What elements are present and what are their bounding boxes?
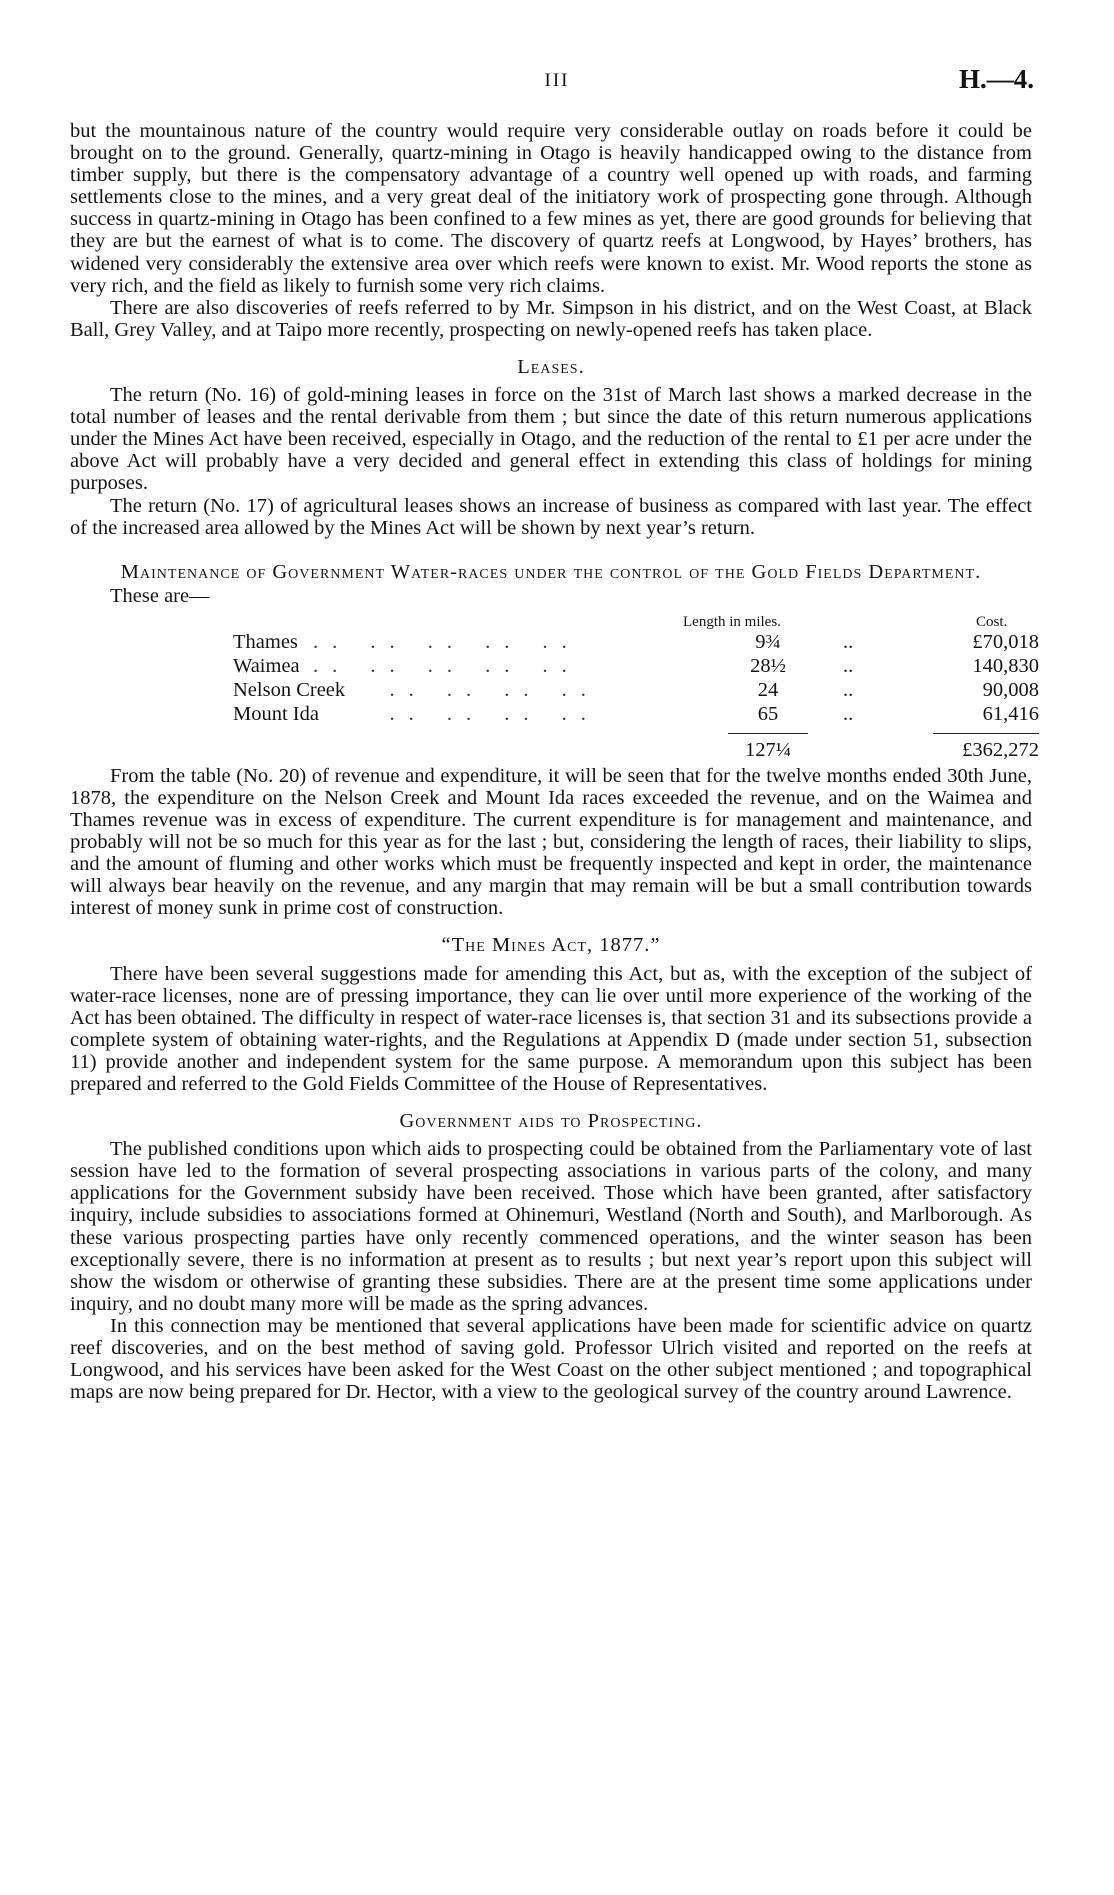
race-cost: 90,008: [982, 678, 1039, 701]
total-cost: £362,272: [962, 738, 1039, 761]
total-length: 127¼: [744, 738, 792, 761]
page-header: [0, 64, 1114, 98]
heading-leases: Leases.: [517, 355, 585, 378]
heading-water-races: Maintenance of Government Water-races under the control of the Gold Fields Department.: [120, 560, 982, 583]
race-name: Waimea: [233, 654, 300, 677]
paragraph-prospecting-associations: The published conditions upon which aids to prospecting could be obtained from the Parliamentary vote of last session have led to the formation of several prospecting associations in various parts of the colony, and many applications for the Government subsidy have been received. Those which have been granted, after satisfactory inquiry, include subsidies to associations formed at Ohinemuri, Westland (North and South), and Marlborough. As these various prospecting parties have only recently commenced operations, and the winter season has been exceptionally severe, there is no information at present as to results ; but next year’s report upon this subject will show the wisdom or otherwise of granting these subsidies. There are at the present time some applications under inquiry, and no doubt many more will be made as the spring advances.: [70, 1138, 1032, 1315]
race-length: 9¾: [755, 630, 781, 653]
table-header: [163, 611, 1033, 631]
column-header-length: Length in miles.: [683, 613, 781, 630]
page-number: III: [544, 70, 570, 91]
race-name: Mount Ida: [233, 702, 319, 725]
water-races-table: [163, 611, 1039, 765]
length-total-rule: [728, 733, 808, 734]
table-row: Mount Ida .. .. .. .. 65 .. 61,416: [233, 702, 1039, 725]
total-rules: [163, 727, 1033, 739]
table-intro: These are—: [110, 584, 210, 607]
paragraph-agricultural-leases: The return (No. 17) of agricultural leases shows an increase of business as compared with last year. The effect of the increased area allowed by the Mines Act will be shown by next year’s return.: [70, 494, 1032, 539]
table-row: Thames .. .. .. .. .. 9¾ .. £70,018: [233, 630, 1039, 653]
cost-total-rule: [933, 733, 1039, 734]
race-length: 24: [757, 678, 779, 701]
race-cost: £70,018: [972, 630, 1039, 653]
paragraph-gold-mining-leases: The return (No. 16) of gold-mining leases in force on the 31st of March last shows a marked decrease in the total number of leases and the rental derivable from them ; but since the date of this return numerous applications under the Mines Act have been received, especially in Otago, and the reduction of the rental to £1 per acre under the above Act will probably have a very decided and general effect in extending this class of holdings for mining purposes.: [70, 384, 1032, 495]
paragraph-reef-discoveries: There are also discoveries of reefs referred to by Mr. Simpson in his district, and on the West Coast, at Black Ball, Grey Valley, and at Taipo more recently, prospecting on newly-opened reefs has taken place.: [70, 296, 1032, 341]
race-name: Nelson Creek: [233, 678, 346, 701]
table-total-row: [163, 738, 1039, 765]
table-row: Waimea .. .. .. .. .. 28½ .. 140,830: [233, 654, 1039, 677]
paragraph-scientific-advice: In this connection may be mentioned that several applications have been made for scientific advice on quartz reef discoveries, and on the best method of saving gold. Professor Ulrich visited and reported on the reefs at Longwood, and his services have been asked for the West Coast on the other subject mentioned ; and topographical maps are now being prepared for Dr. Hector, with a view to the geological survey of the country around Lawrence.: [70, 1314, 1032, 1404]
race-cost: 140,830: [972, 654, 1039, 677]
heading-mines-act: “The Mines Act, 1877.”: [441, 934, 661, 957]
paragraph-mines-act: There have been several suggestions made for amending this Act, but as, with the exception of the subject of water-race licenses, none are of pressing importance, they can lie over until more experience of the working of the Act has been obtained. The difficulty in respect of water-race licenses is, that section 31 and its subsections provide a complete system of obtaining water-rights, and the Regulations at Appendix D (made under section 51, subsection 11) provide another and independent system for the same purpose. A memorandum upon this subject has been prepared and referred to the Gold Fields Committee of the House of Representatives.: [70, 962, 1032, 1095]
race-cost: 61,416: [982, 702, 1039, 725]
race-length: 65: [757, 702, 779, 725]
document-code: H.—4.: [958, 64, 1034, 94]
column-header-cost: Cost.: [976, 613, 1008, 630]
table-row: Nelson Creek .. .. .. .. 24 .. 90,008: [233, 678, 1039, 701]
race-name: Thames: [233, 630, 298, 653]
paragraph-revenue-expenditure: From the table (No. 20) of revenue and expenditure, it will be seen that for the twelve months ended 30th June, 1878, the expenditure on the Nelson Creek and Mount Ida races exceeded the revenue, and on the Waimea and Thames revenue was in excess of expenditure. The current expenditure is for management and maintenance, and probably will not be so much for this year as for the last ; but, considering the length of races, their liability to slips, and the amount of fluming and other works which must be frequently inspected and kept in order, the maintenance will always bear heavily on the revenue, and any margin that may remain will be but a small contribution towards interest of money sunk in prime cost of construction.: [70, 764, 1032, 920]
paragraph-quartz-mining: but the mountainous nature of the country would require very considerable outlay on roads before it could be brought on to the ground. Generally, quartz-mining in Otago is heavily handicapped owing to the distance from timber supply, but there is the compensatory advantage of a country well opened up with roads, and farming settlements close to the mines, and a very great deal of the initiatory work of prospecting gone through. Although success in quartz-mining in Otago has been confined to a few mines as yet, there are good grounds for believing that they are but the earnest of what is to come. The discovery of quartz reefs at Longwood, by Hayes’ brothers, has widened very considerably the extensive area over which reefs were known to exist. Mr. Wood reports the stone as very rich, and the field as likely to furnish some very rich claims.: [70, 120, 1032, 297]
race-length: 28½: [750, 654, 786, 677]
body-text: [70, 120, 1039, 1404]
heading-prospecting-aids: Government aids to Prospecting.: [399, 1110, 703, 1133]
